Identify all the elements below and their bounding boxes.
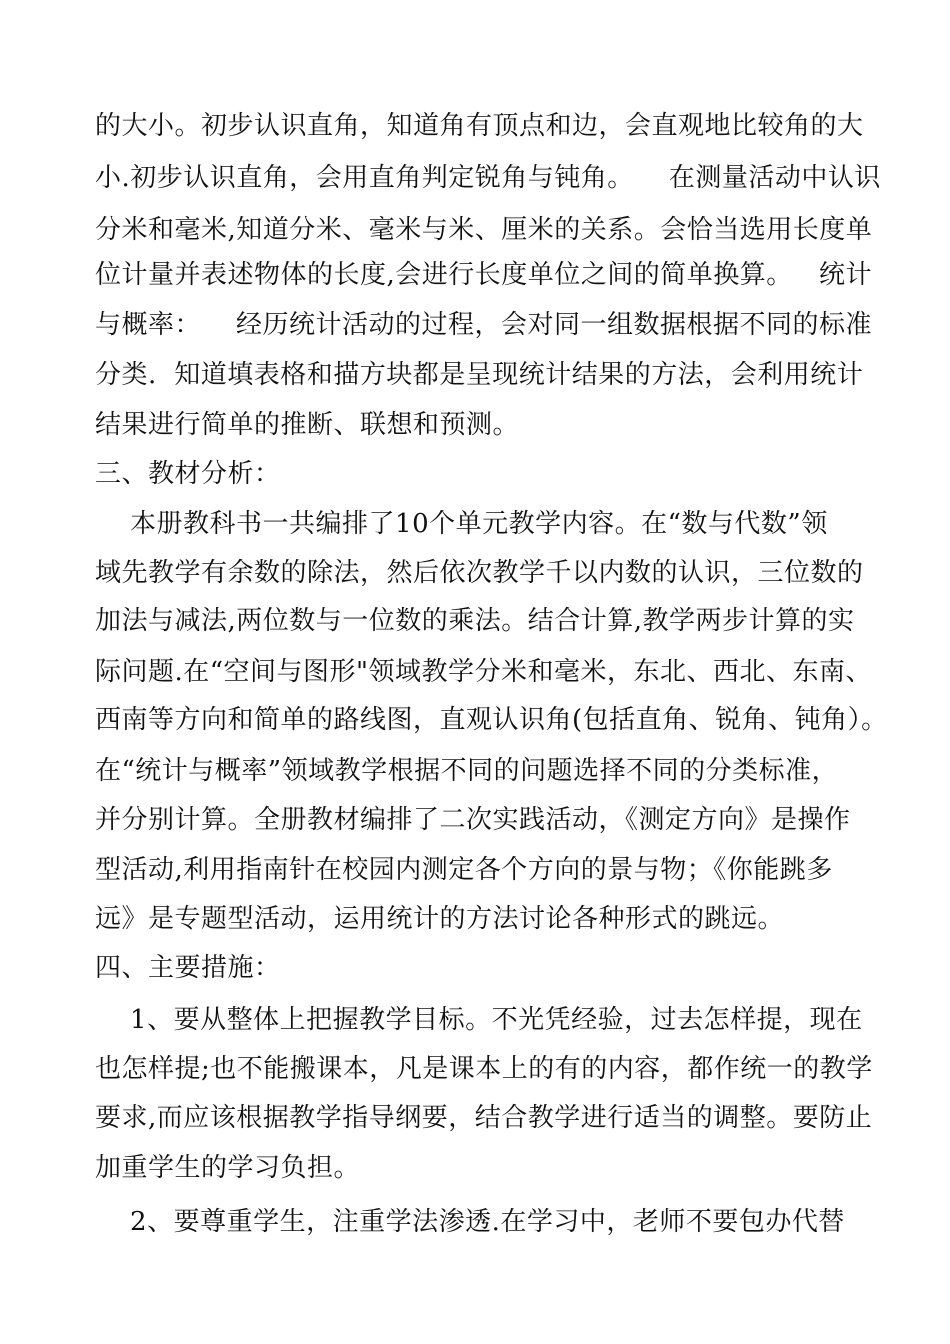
text-line: 位计量并表述物体的长度,会进行长度单位之间的简单换算。 统计 bbox=[95, 260, 873, 290]
text-line: 型活动,利用指南针在校园内测定各个方向的景与物；《你能跳多 bbox=[95, 855, 833, 885]
text-line: 2、要尊重学生，注重学法渗透.在学习中，老师不要包办代替 bbox=[95, 1207, 845, 1237]
text-line: 也怎样提;也不能搬课本，凡是课本上的有的内容，都作统一的教学 bbox=[95, 1054, 873, 1084]
section-heading: 三、教材分析： bbox=[95, 459, 281, 489]
text-line: 分类. 知道填表格和描方块都是呈现统计结果的方法，会利用统计 bbox=[95, 360, 864, 390]
text-line: 要求,而应该根据教学指导纲要，结合教学进行适当的调整。要防止 bbox=[95, 1103, 873, 1133]
text-line: 际问题.在“空间与图形"领域教学分米和毫米，东北、西北、东南、 bbox=[95, 657, 873, 687]
text-line: 域先教学有余数的除法，然后依次教学千以内数的认识，三位数的 bbox=[95, 558, 864, 588]
text-line: 加重学生的学习负担。 bbox=[95, 1153, 361, 1183]
text-line: 1、要从整体上把握教学目标。不光凭经验，过去怎样提，现在 bbox=[95, 1005, 863, 1035]
text-line: 远》是专题型活动，运用统计的方法讨论各种形式的跳远。 bbox=[95, 904, 785, 934]
text-line: 分米和毫米,知道分米、毫米与米、厘米的关系。会恰当选用长度单 bbox=[95, 215, 873, 245]
text-line: 小.初步认识直角，会用直角判定锐角与钝角。 在测量活动中认识 bbox=[95, 163, 881, 193]
section-heading: 四、主要措施： bbox=[95, 953, 281, 983]
text-line: 与概率： 经历统计活动的过程，会对同一组数据根据不同的标准 bbox=[95, 310, 873, 340]
text-line: 的大小。初步认识直角，知道角有顶点和边，会直观地比较角的大 bbox=[95, 111, 864, 141]
text-line: 并分别计算。全册教材编排了二次实践活动，《测定方向》是操作 bbox=[95, 805, 851, 835]
text-line: 本册教科书一共编排了10个单元教学内容。在“数与代数”领 bbox=[95, 509, 828, 539]
text-line: 在“统计与概率”领域教学根据不同的问题选择不同的分类标准， bbox=[95, 756, 839, 786]
text-line: 结果进行简单的推断、联想和预测。 bbox=[95, 410, 520, 440]
text-line: 西南等方向和简单的路线图，直观认识角(包括直角、锐角、钝角）。 bbox=[95, 705, 888, 735]
text-line: 加法与减法,两位数与一位数的乘法。结合计算,教学两步计算的实 bbox=[95, 606, 855, 636]
